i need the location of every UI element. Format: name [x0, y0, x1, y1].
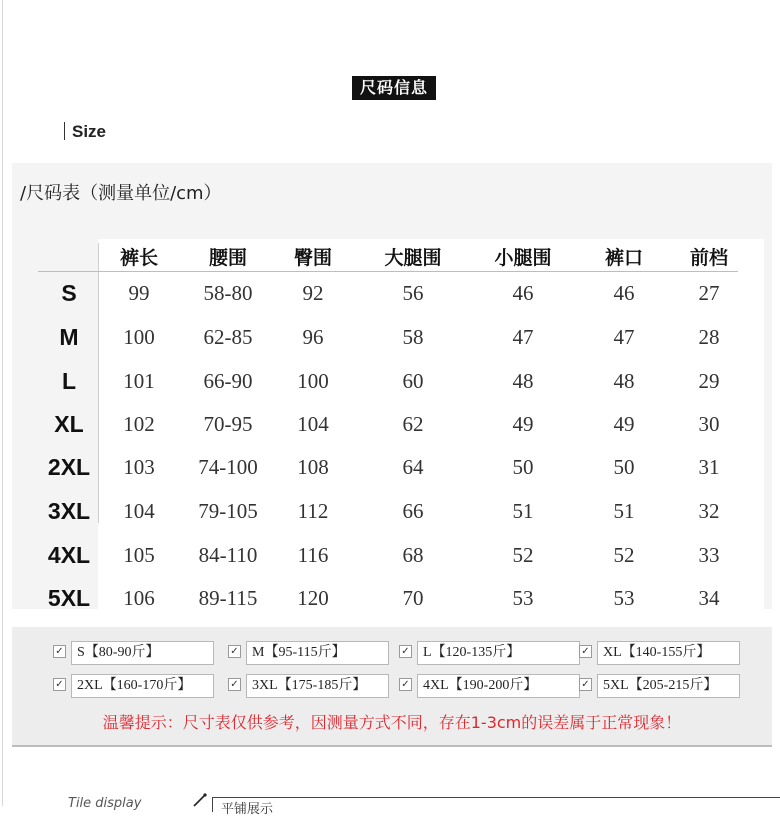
- size-label: 4XL: [47, 542, 91, 568]
- checkbox-icon[interactable]: ✓: [53, 645, 66, 658]
- size-label: M: [59, 324, 79, 350]
- size-label: 5XL: [47, 585, 91, 611]
- table-cell: 66-90: [203, 369, 253, 393]
- heading-bar: [64, 122, 65, 140]
- size-heading: [64, 122, 106, 142]
- table-cell: 50: [613, 455, 635, 479]
- table-cell: 49: [613, 412, 635, 436]
- weight-range-box: 2XL【160-170斤】: [71, 674, 214, 698]
- checkbox-icon[interactable]: ✓: [579, 678, 592, 691]
- table-cell: 32: [698, 499, 720, 523]
- table-cell: 102: [123, 412, 155, 436]
- table-cell: 52: [613, 543, 635, 567]
- table-cell: 56: [402, 281, 424, 305]
- weight-range-box: 4XL【190-200斤】: [417, 674, 580, 698]
- table-cell: 104: [297, 412, 329, 436]
- table-cell: 70: [402, 586, 424, 610]
- table-cell: 112: [297, 499, 329, 523]
- table-cell: 31: [698, 455, 720, 479]
- weight-range-box: 3XL【175-185斤】: [246, 674, 389, 698]
- table-cell: 30: [698, 412, 720, 436]
- table-cell: 51: [613, 499, 635, 523]
- checkbox-icon[interactable]: ✓: [53, 678, 66, 691]
- table-cell: 62: [402, 412, 424, 436]
- table-cell: 92: [302, 281, 324, 305]
- table-cell: 100: [123, 325, 155, 349]
- table-cell: 48: [512, 369, 534, 393]
- table-cell: 106: [123, 586, 155, 610]
- column-header: 前档: [689, 247, 729, 269]
- weight-range-box: XL【140-155斤】: [597, 641, 740, 665]
- table-cell: 104: [123, 499, 155, 523]
- size-label: S: [61, 280, 77, 306]
- table-cell: 66: [402, 499, 424, 523]
- table-cell: 100: [297, 369, 329, 393]
- table-cell: 101: [123, 369, 155, 393]
- table-cell: 49: [512, 412, 534, 436]
- table-cell: 58-80: [203, 281, 253, 305]
- table-cell: 29: [698, 369, 720, 393]
- table-cell: 89-115: [198, 586, 258, 610]
- table-cell: 48: [613, 369, 635, 393]
- table-cell: 47: [613, 325, 635, 349]
- checkbox-icon[interactable]: ✓: [228, 678, 241, 691]
- table-cell: 103: [123, 455, 155, 479]
- column-header: 裤长: [119, 247, 159, 269]
- table-cell: 53: [613, 586, 635, 610]
- checkbox-icon[interactable]: ✓: [399, 678, 412, 691]
- table-cell: 51: [512, 499, 534, 523]
- column-header: 腰围: [208, 247, 248, 269]
- column-header: 臀围: [293, 247, 333, 269]
- size-label: L: [61, 368, 77, 394]
- left-border: [2, 0, 3, 806]
- weight-range-box: 5XL【205-215斤】: [597, 674, 740, 698]
- weight-range-box: S【80-90斤】: [71, 641, 214, 665]
- table-cell: 70-95: [203, 412, 253, 436]
- size-table-panel: [12, 163, 772, 609]
- table-cell: 62-85: [203, 325, 253, 349]
- column-header: 裤口: [604, 247, 644, 269]
- table-cell: 64: [402, 455, 424, 479]
- table-cell: 68: [402, 543, 424, 567]
- table-cell: 53: [512, 586, 534, 610]
- table-cell: 33: [698, 543, 720, 567]
- weight-reference-panel: [12, 627, 772, 747]
- size-label: 3XL: [47, 498, 91, 524]
- table-cell: 27: [698, 281, 720, 305]
- pen-icon: [192, 793, 208, 807]
- table-caption: /尺码表（测量单位/cm）: [20, 183, 222, 204]
- table-cell: 52: [512, 543, 534, 567]
- checkbox-icon[interactable]: ✓: [579, 645, 592, 658]
- table-cell: 84-110: [198, 543, 258, 567]
- table-cell: 108: [297, 455, 329, 479]
- table-cell: 79-105: [198, 499, 258, 523]
- size-label: XL: [54, 411, 84, 437]
- table-cell: 50: [512, 455, 534, 479]
- tile-display-box: 平铺展示: [212, 797, 780, 812]
- table-cell: 34: [698, 586, 720, 610]
- table-cell: 46: [512, 281, 534, 305]
- column-header: 小腿围: [494, 247, 552, 269]
- table-cell: 46: [613, 281, 635, 305]
- table-cell: 120: [297, 586, 329, 610]
- table-cell: 116: [297, 543, 329, 567]
- table-cell: 60: [402, 369, 424, 393]
- table-cell: 28: [698, 325, 720, 349]
- table-cell: 99: [128, 281, 150, 305]
- checkbox-icon[interactable]: ✓: [399, 645, 412, 658]
- table-cell: 74-100: [198, 455, 258, 479]
- size-info-badge: 尺码信息: [352, 76, 436, 100]
- column-header: 大腿围: [384, 247, 442, 269]
- header-divider: [38, 271, 738, 272]
- weight-range-box: M【95-115斤】: [246, 641, 389, 665]
- table-cell: 47: [512, 325, 534, 349]
- tile-display-label: Tile display: [68, 796, 142, 811]
- checkbox-icon[interactable]: ✓: [228, 645, 241, 658]
- table-cell: 105: [123, 543, 155, 567]
- weight-range-box: L【120-135斤】: [417, 641, 580, 665]
- table-cell: 58: [402, 325, 424, 349]
- size-heading-text: Size: [72, 122, 107, 141]
- table-cell: 96: [302, 325, 324, 349]
- size-label: 2XL: [47, 454, 91, 480]
- size-column-divider: [98, 243, 99, 523]
- size-tip: 温馨提示：尺寸表仅供参考，因测量方式不同，存在1-3cm的误差属于正常现象！: [102, 713, 682, 732]
